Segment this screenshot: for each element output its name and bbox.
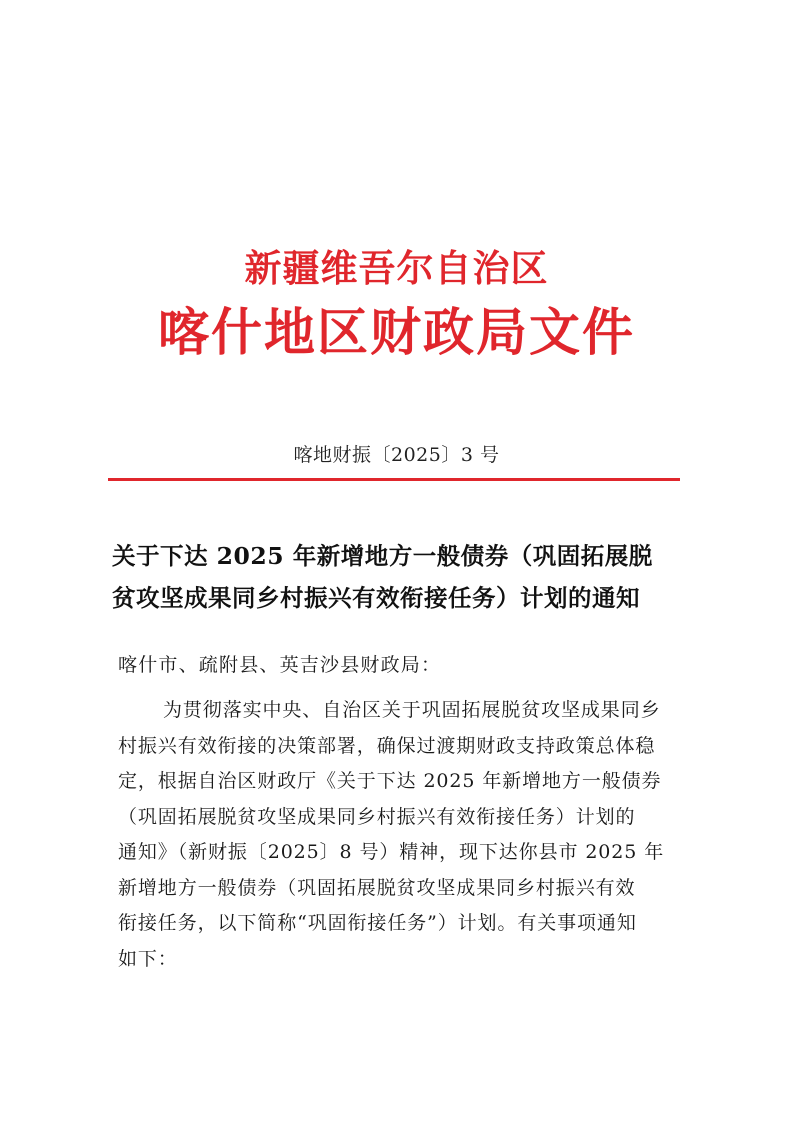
- issuer-office-heading: 喀什地区财政局文件: [157, 303, 635, 363]
- title-line-2: 贫攻坚成果同乡村振兴有效衔接任务）计划的通知: [112, 584, 640, 612]
- salutation: 喀什市、疏附县、英吉沙县财政局：: [118, 654, 442, 676]
- body-line-6: 新增地方一般债券（巩固拓展脱贫攻坚成果同乡村振兴有效: [118, 876, 636, 899]
- body-line-1: 为贯彻落实中央、自治区关于巩固拓展脱贫攻坚成果同乡: [163, 699, 661, 721]
- document-number: 喀地财振〔2025〕3 号: [293, 444, 500, 466]
- title-line-1: 关于下达 2025 年新增地方一般债券（巩固拓展脱: [112, 542, 653, 570]
- body-line-2: 村振兴有效衔接的决策部署，确保过渡期财政支持政策总体稳: [118, 734, 656, 757]
- document-title: [112, 535, 692, 619]
- body-line-5: 通知》（新财振〔2025〕8 号）精神，现下达你县市 2025 年: [118, 841, 665, 863]
- body-paragraph: [118, 693, 698, 977]
- red-divider-line: [108, 478, 680, 481]
- body-line-8: 如下：: [118, 947, 178, 970]
- issuer-region-heading: 新疆维吾尔自治区: [244, 246, 549, 290]
- body-line-4: （巩固拓展脱贫攻坚成果同乡村振兴有效衔接任务）计划的: [118, 805, 636, 828]
- body-line-3: 定，根据自治区财政厅《关于下达 2025 年新增地方一般债券: [118, 770, 662, 792]
- body-line-7: 衔接任务，以下简称“巩固衔接任务”）计划。有关事项通知: [118, 912, 637, 934]
